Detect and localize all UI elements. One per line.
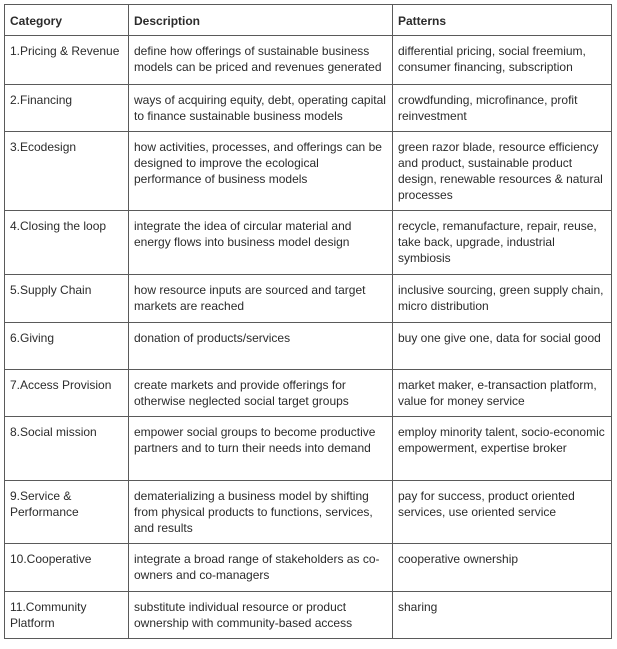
row-description: define how offerings of sustainable business models can be priced and revenues generated xyxy=(129,36,393,85)
header-description: Description xyxy=(129,5,393,36)
business-model-patterns-table xyxy=(4,4,612,639)
row-category: 4.Closing the loop xyxy=(5,211,129,275)
row-description: how resource inputs are sourced and target markets are reached xyxy=(129,275,393,323)
table-row xyxy=(5,275,612,323)
row-category: 11.Community Platform xyxy=(5,592,129,639)
row-description: dematerializing a business model by shifting from physical products to functions, services, and results xyxy=(129,481,393,544)
row-patterns: market maker, e-transaction platform, value for money service xyxy=(393,370,612,417)
table-row xyxy=(5,417,612,481)
row-description: how activities, processes, and offerings can be designed to improve the ecological performance of business models xyxy=(129,132,393,211)
row-category: 6.Giving xyxy=(5,323,129,370)
row-category: 10.Cooperative xyxy=(5,544,129,592)
row-patterns: cooperative ownership xyxy=(393,544,612,592)
table-row xyxy=(5,85,612,132)
row-patterns: pay for success, product oriented services, use oriented service xyxy=(393,481,612,544)
row-patterns: inclusive sourcing, green supply chain, micro distribution xyxy=(393,275,612,323)
row-description: ways of acquiring equity, debt, operating capital to finance sustainable business models xyxy=(129,85,393,132)
header-patterns: Patterns xyxy=(393,5,612,36)
row-category: 5.Supply Chain xyxy=(5,275,129,323)
row-description: integrate a broad range of stakeholders as co-owners and co-managers xyxy=(129,544,393,592)
row-patterns: buy one give one, data for social good xyxy=(393,323,612,370)
row-patterns: recycle, remanufacture, repair, reuse, take back, upgrade, industrial symbiosis xyxy=(393,211,612,275)
row-patterns: green razor blade, resource efficiency and product, sustainable product design, renewable resources & natural processes xyxy=(393,132,612,211)
row-category: 9.Service & Performance xyxy=(5,481,129,544)
row-description: donation of products/services xyxy=(129,323,393,370)
table-row xyxy=(5,211,612,275)
table-header-row xyxy=(5,5,612,36)
row-description: substitute individual resource or product ownership with community-based access xyxy=(129,592,393,639)
table-row xyxy=(5,592,612,639)
row-patterns: differential pricing, social freemium, consumer financing, subscription xyxy=(393,36,612,85)
row-patterns: employ minority talent, socio-economic empowerment, expertise broker xyxy=(393,417,612,481)
row-description: create markets and provide offerings for otherwise neglected social target groups xyxy=(129,370,393,417)
row-description: empower social groups to become productive partners and to turn their needs into demand xyxy=(129,417,393,481)
row-patterns: crowdfunding, microfinance, profit reinvestment xyxy=(393,85,612,132)
row-category: 2.Financing xyxy=(5,85,129,132)
row-category: 7.Access Provision xyxy=(5,370,129,417)
row-patterns: sharing xyxy=(393,592,612,639)
table-row xyxy=(5,36,612,85)
table-row xyxy=(5,323,612,370)
row-category: 1.Pricing & Revenue xyxy=(5,36,129,85)
table-row xyxy=(5,132,612,211)
row-category: 3.Ecodesign xyxy=(5,132,129,211)
header-category: Category xyxy=(5,5,129,36)
row-category: 8.Social mission xyxy=(5,417,129,481)
table-row xyxy=(5,544,612,592)
table-row xyxy=(5,370,612,417)
table-row xyxy=(5,481,612,544)
row-description: integrate the idea of circular material and energy flows into business model design xyxy=(129,211,393,275)
